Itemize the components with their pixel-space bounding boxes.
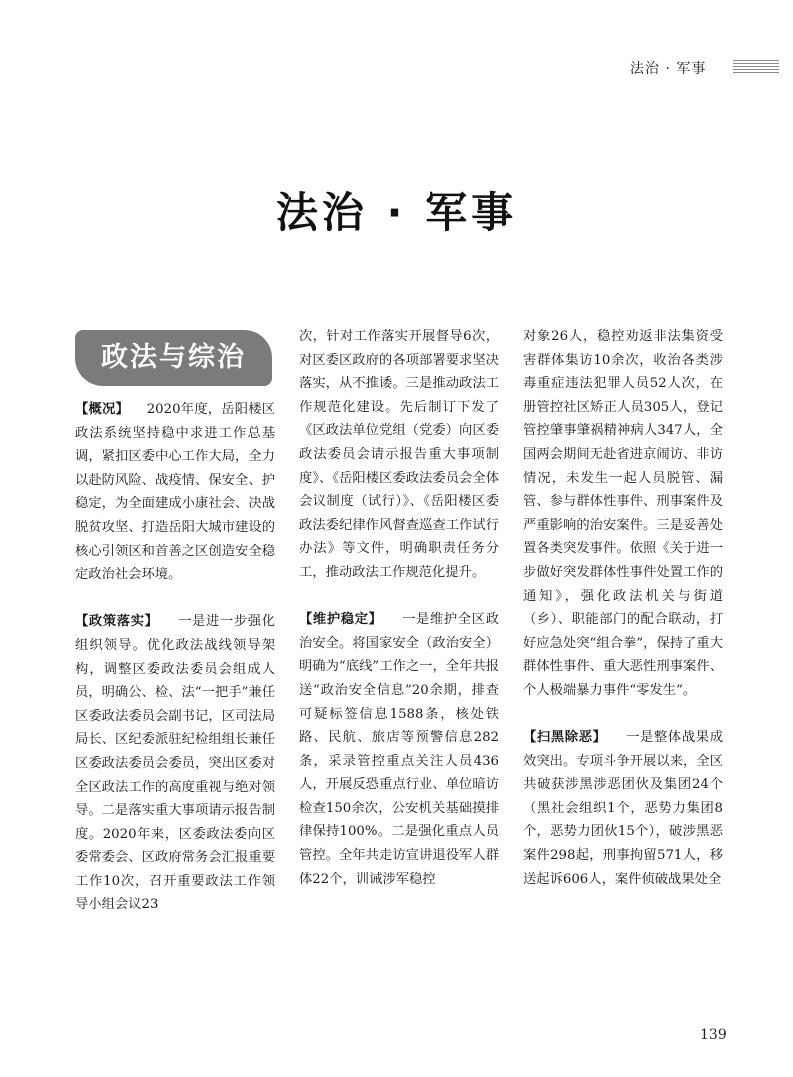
crime-label: 【扫黑除恶】	[523, 730, 607, 746]
page-number: 139	[700, 1027, 727, 1043]
policy-label: 【政策落实】	[75, 614, 159, 630]
stability-label: 【维护稳定】	[299, 612, 383, 628]
header-rule-decoration	[733, 60, 779, 74]
stability-text: 一是维护全区政治安全。将国家安全（政治安全）明确为“底线”工作之一，全年共报送“政治安全信息”20余期，排查可疑标签信息1588条，核处铁路、民航、旅店等预警信息282条，采录管控重点关注人员436人，开展反恐重点行业、单位暗访检查150余次，公安机关基础摸排律保持100%。二是强化重点人员管控。全年共走访宣讲退役军人群体22个，训诫涉军稳控	[299, 612, 500, 887]
policy-paragraph	[75, 610, 275, 917]
chapter-title: 法治 · 军事	[275, 188, 518, 237]
column-2	[299, 325, 499, 891]
section-heading-box	[75, 330, 272, 386]
column-1	[75, 398, 275, 917]
policy-paragraph-continued	[299, 325, 499, 585]
stability-text-continued: 对象26人，稳控劝返非法集资受害群体集访10余次，收治各类涉毒重症违法犯罪人员52人次，在册管控社区矫正人员305人，登记管控肇事肇祸精神病人347人，全国两会期间无赴省进京闹访、非访情况，未发生一起人员脱管、漏管、参与群体性事件、刑事案件及严重影响的治安案件。三是妥善处置各类突发事件。依照《关于进一步做好突发群体性事件处置工作的通知》，强化政法机关与街道（乡）、职能部门的配合联动，打好应急处突“组合拳”，保持了重大群体性事件、重大恶性刑事案件、个人极端暴力事件“零发生”。	[523, 329, 723, 698]
stability-paragraph	[299, 608, 499, 891]
column-3	[523, 325, 723, 891]
overview-paragraph	[75, 398, 275, 587]
crime-paragraph	[523, 726, 723, 891]
crime-text: 一是整体战果成效突出。专项斗争开展以来，全区共破获涉黑涉恶团伙及集团24个（黑社会组织1个，恶势力集团8个，恶势力团伙15个），破涉黑恶案件298起，刑事拘留571人，移送起诉606人，案件侦破战果处全	[523, 730, 724, 887]
policy-text: 一是进一步强化组织领导。优化政法战线领导架构，调整区委政法委员会组成人员，明确公、检、法“一把手”兼任区委政法委员会副书记，区司法局局长、区纪委派驻纪检组组长兼任区委政法委员会委员，突出区委对全区政法工作的高度重视与绝对领导。二是落实重大事项请示报告制度。2020年来，区委政法委向区委常委会、区政府常务会汇报重要工作10次，召开重要政法工作领导小组会议23	[75, 614, 276, 913]
policy-text-continued: 次，针对工作落实开展督导6次，对区委区政府的各项部署要求坚决落实，从不推诿。三是推动政法工作规范化建设。先后制订下发了《区政法单位党组（党委）向区委政法委员会请示报告重大事项制度》、《岳阳楼区委政法委员会全体会议制度（试行）》、《岳阳楼区委政法委纪律作风督查巡查工作试行办法》等文件，明确职责任务分工，推动政法工作规范化提升。	[299, 329, 499, 580]
stability-paragraph-continued	[523, 325, 723, 703]
overview-label: 【概况】	[75, 402, 129, 417]
overview-text: 2020年度，岳阳楼区政法系统坚持稳中求进工作总基调，紧扣区委中心工作大局，全力以赴防风险、战疫情、保安全、护稳定，为全面建成小康社会、决战脱贫攻坚、打造岳阳大城市建设的核心引领区和首善之区创造安全稳定政治社会环境。	[75, 402, 275, 583]
running-head: 法治 · 军事	[630, 61, 707, 77]
section-heading: 政法与综治	[101, 342, 246, 373]
